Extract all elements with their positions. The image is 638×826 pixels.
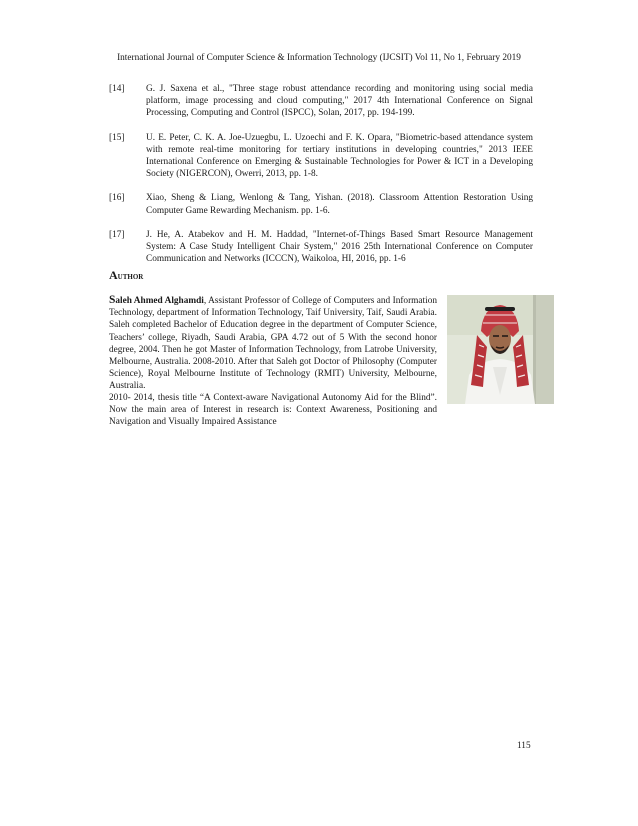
page-number: 115 [517, 741, 531, 751]
reference-number: [17] [109, 229, 125, 240]
author-portrait-image [447, 295, 554, 404]
author-name-initial: S [109, 294, 116, 306]
author-name [109, 296, 204, 306]
reference-item [109, 83, 533, 120]
reference-number: [16] [109, 193, 125, 204]
reference-number: [15] [109, 132, 125, 143]
reference-text: G. J. Saxena et al., "Three stage robust attendance recording and monitoring using social media platform, image processing and cloud computing," 2017 4th International Conference on Signal Processing, Computing and Control (ISPCC), Solan, 2017, pp. 194-199. [146, 84, 533, 119]
author-bio-continued: 2010- 2014, thesis title “A Context-aware Navigational Autonomy Aid for the Blind”. Now the main area of Interest in research is: Context Awareness, Positioning and Navigation and Visually Impaired Assistance [109, 393, 437, 428]
author-heading-rest: uthor [117, 271, 144, 282]
author-bio [109, 294, 437, 393]
running-header: International Journal of Computer Science & Information Technology (IJCSIT) Vol 11, No 1, February 2019 [117, 53, 521, 63]
author-name-rest: aleh Ahmed Alghamdi [115, 296, 204, 306]
author-heading-initial: A [109, 268, 118, 282]
author-bio-text: , Assistant Professor of College of Computers and Information Technology, department of Information Technology, Taif University, Taif, Saudi Arabia. Saleh completed Bachelor of Education degree in the department of Computer Science, Teachers’ college, Riyadh, Saudi Arabia, GPA 4.72 out of 5 With the second honor degree, 2004. Then he got Master of Information Technology, from Latrobe University, Melbourne, Australia. 2008-2010. After that Saleh got Doctor of Philosophy (Computer Science), Royal Melbourne Institute of Technology (RMIT) University, Melbourne, Australia. [109, 296, 437, 392]
reference-item [109, 132, 533, 181]
reference-text: J. He, A. Atabekov and H. M. Haddad, "Internet-of-Things Based Smart Resource Management System: A Case Study Intelligent Chair System," 2016 25th International Conference on Computer Communication and Networks (ICCCN), Waikoloa, HI, 2016, pp. 1-6 [146, 229, 533, 265]
reference-list [109, 83, 533, 277]
author-photo [447, 295, 554, 404]
reference-number: [14] [109, 84, 125, 94]
reference-text: U. E. Peter, C. K. A. Joe-Uzuegbu, L. Uzoechi and F. K. Opara, "Biometric-based attendance system with remote real-time monitoring for tertiary institutions in developing countries," 2013 IEEE International Conference on Emerging & Sustainable Technologies for Power & ICT in a Developing Society (NIGERCON), Owerri, 2013, pp. 1-8. [146, 132, 533, 180]
reference-item [109, 229, 533, 266]
author-section-heading [109, 268, 143, 283]
reference-item [109, 192, 533, 216]
reference-text: Xiao, Sheng & Liang, Wenlong & Tang, Yishan. (2018). Classroom Attention Restoration Using Computer Game Rewarding Mechanism. pp. 1-6. [146, 193, 533, 216]
